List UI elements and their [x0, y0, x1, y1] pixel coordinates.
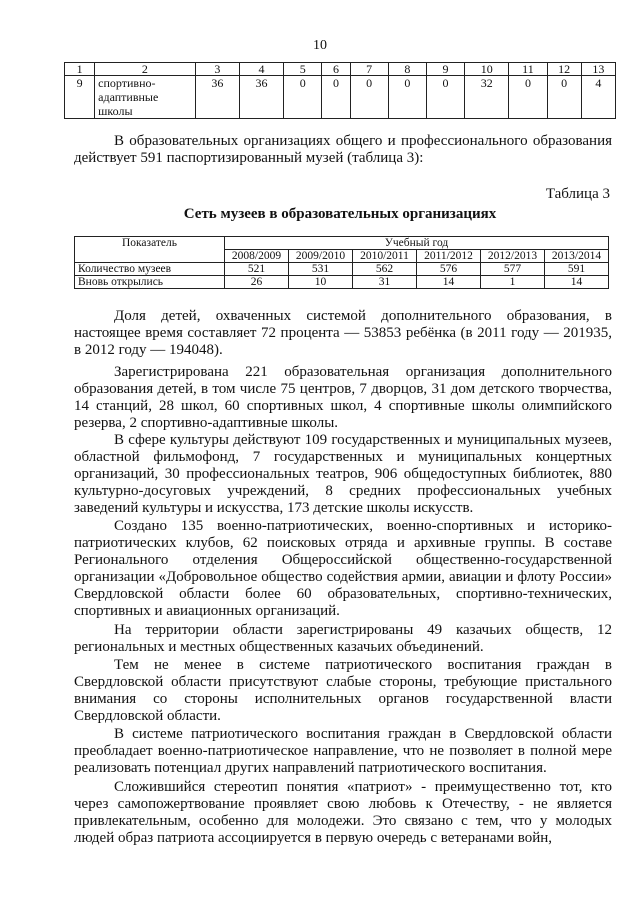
table1-col-header: 6: [322, 63, 350, 76]
body-paragraph: Доля детей, охваченных системой дополнительного образования, в настоящее время составляет 72 процента — 53853 ребёнка (в 2011 году — 201935, в 2012 году — 194048).: [74, 308, 612, 358]
indicator-header: Показатель: [75, 237, 225, 263]
cell-value: 591: [545, 263, 609, 276]
cell-value: 4: [581, 76, 615, 119]
body-paragraph: В системе патриотического воспитания граждан в Свердловской области преобладает военно-патриотическое направление, что не позволяет в полной мере реализовать потенциал других направлений патриотического воспитания.: [74, 726, 612, 776]
body-paragraph: Сложившийся стереотип понятия «патриот» - преимущественно тот, кто через самопожертвование проявляет свою любовь к Отечеству, - не является привлекательным, особенно для молодежи. Это связано с тем, что у молодых людей образ патриота ассоциируется в первую очередь с ветеранами войн,: [74, 779, 612, 846]
table-continuation: [64, 62, 616, 119]
cell-value: 0: [426, 76, 464, 119]
cell-value: 562: [353, 263, 417, 276]
table1-col-header: 9: [426, 63, 464, 76]
cell-value: 36: [239, 76, 283, 119]
table1-col-header: 8: [388, 63, 426, 76]
table1-col-header: 2: [95, 63, 196, 76]
cell-value: 0: [350, 76, 388, 119]
year-cell: 2013/2014: [545, 250, 609, 263]
table1-col-header: 3: [195, 63, 239, 76]
body-paragraph: На территории области зарегистрированы 49 казачьих обществ, 12 региональных и местных общественных казачьих объединений.: [74, 622, 612, 655]
page-number: 10: [313, 38, 327, 53]
cell-value: 36: [195, 76, 239, 119]
table-row: [65, 76, 616, 119]
year-cell: 2009/2010: [289, 250, 353, 263]
table1-col-header: 5: [284, 63, 322, 76]
cell-value: 26: [225, 276, 289, 289]
cell-value: 0: [322, 76, 350, 119]
cell-value: 0: [547, 76, 581, 119]
year-cell: 2012/2013: [481, 250, 545, 263]
table1-header-row: [65, 63, 616, 76]
cell-value: 14: [545, 276, 609, 289]
cell-value: 531: [289, 263, 353, 276]
year-cell: 2008/2009: [225, 250, 289, 263]
cell-value: 32: [465, 76, 509, 119]
body-paragraph: Тем не менее в системе патриотического воспитания граждан в Свердловской области присутствуют слабые стороны, требующие пристального внимания со стороны исполнительных органов государственной власти Свердловской области.: [74, 657, 612, 724]
row-number: 9: [65, 76, 95, 119]
cell-value: 1: [481, 276, 545, 289]
table1-col-header: 10: [465, 63, 509, 76]
table3-header-row: [75, 237, 609, 250]
year-cell: 2010/2011: [353, 250, 417, 263]
table-row: [75, 276, 609, 289]
table1-col-header: 12: [547, 63, 581, 76]
intro-paragraph: В образовательных организациях общего и профессионального образования действует 591 паспортизированный музей (таблица 3):: [74, 133, 612, 166]
row-label: Вновь открылись: [75, 276, 225, 289]
cell-value: 14: [417, 276, 481, 289]
body-paragraph: Зарегистрирована 221 образовательная организация дополнительного образования детей, в том числе 75 центров, 7 дворцов, 31 дом детского творчества, 14 станций, 28 школ, 60 спортивных школ, 4 спортивные школы олимпийского резерва, 2 спортивно-адаптивные школы.: [74, 364, 612, 431]
cell-value: 0: [284, 76, 322, 119]
table1-col-header: 7: [350, 63, 388, 76]
cell-value: 0: [388, 76, 426, 119]
cell-value: 577: [481, 263, 545, 276]
table1-col-header: 13: [581, 63, 615, 76]
year-cell: 2011/2012: [417, 250, 481, 263]
cell-value: 10: [289, 276, 353, 289]
museum-network-table: [74, 236, 609, 289]
cell-value: 31: [353, 276, 417, 289]
body-paragraph: В сфере культуры действуют 109 государственных и муниципальных музеев, областной фильмофонд, 7 государственных и муниципальных концертных организаций, 30 профессиональных театров, 906 общедоступных библиотек, 880 культурно-досуговых учреждений, 8 средних профессиональных учебных заведений культуры и искусства, 173 детские школы искусств.: [74, 432, 612, 516]
table1-col-header: 1: [65, 63, 95, 76]
cell-value: 0: [509, 76, 547, 119]
cell-value: 521: [225, 263, 289, 276]
table1-col-header: 4: [239, 63, 283, 76]
row-label: спортивно-адаптивные школы: [95, 76, 196, 119]
year-header: Учебный год: [225, 237, 609, 250]
table-row: [75, 263, 609, 276]
cell-value: 576: [417, 263, 481, 276]
row-label: Количество музеев: [75, 263, 225, 276]
body-paragraph: Создано 135 военно-патриотических, военно-спортивных и историко-патриотических клубов, 62 поисковых отряда и архивные группы. В составе Регионального отделения Общероссийской общественно-государственной организации «Добровольное общество содействия армии, авиации и флоту России» Свердловской области более 60 образовательных, спортивно-технических, спортивных и авиационных организаций.: [74, 518, 612, 619]
table3-label: Таблица 3: [545, 186, 610, 202]
table3-title: Сеть музеев в образовательных организациях: [183, 206, 497, 222]
table1-col-header: 11: [509, 63, 547, 76]
